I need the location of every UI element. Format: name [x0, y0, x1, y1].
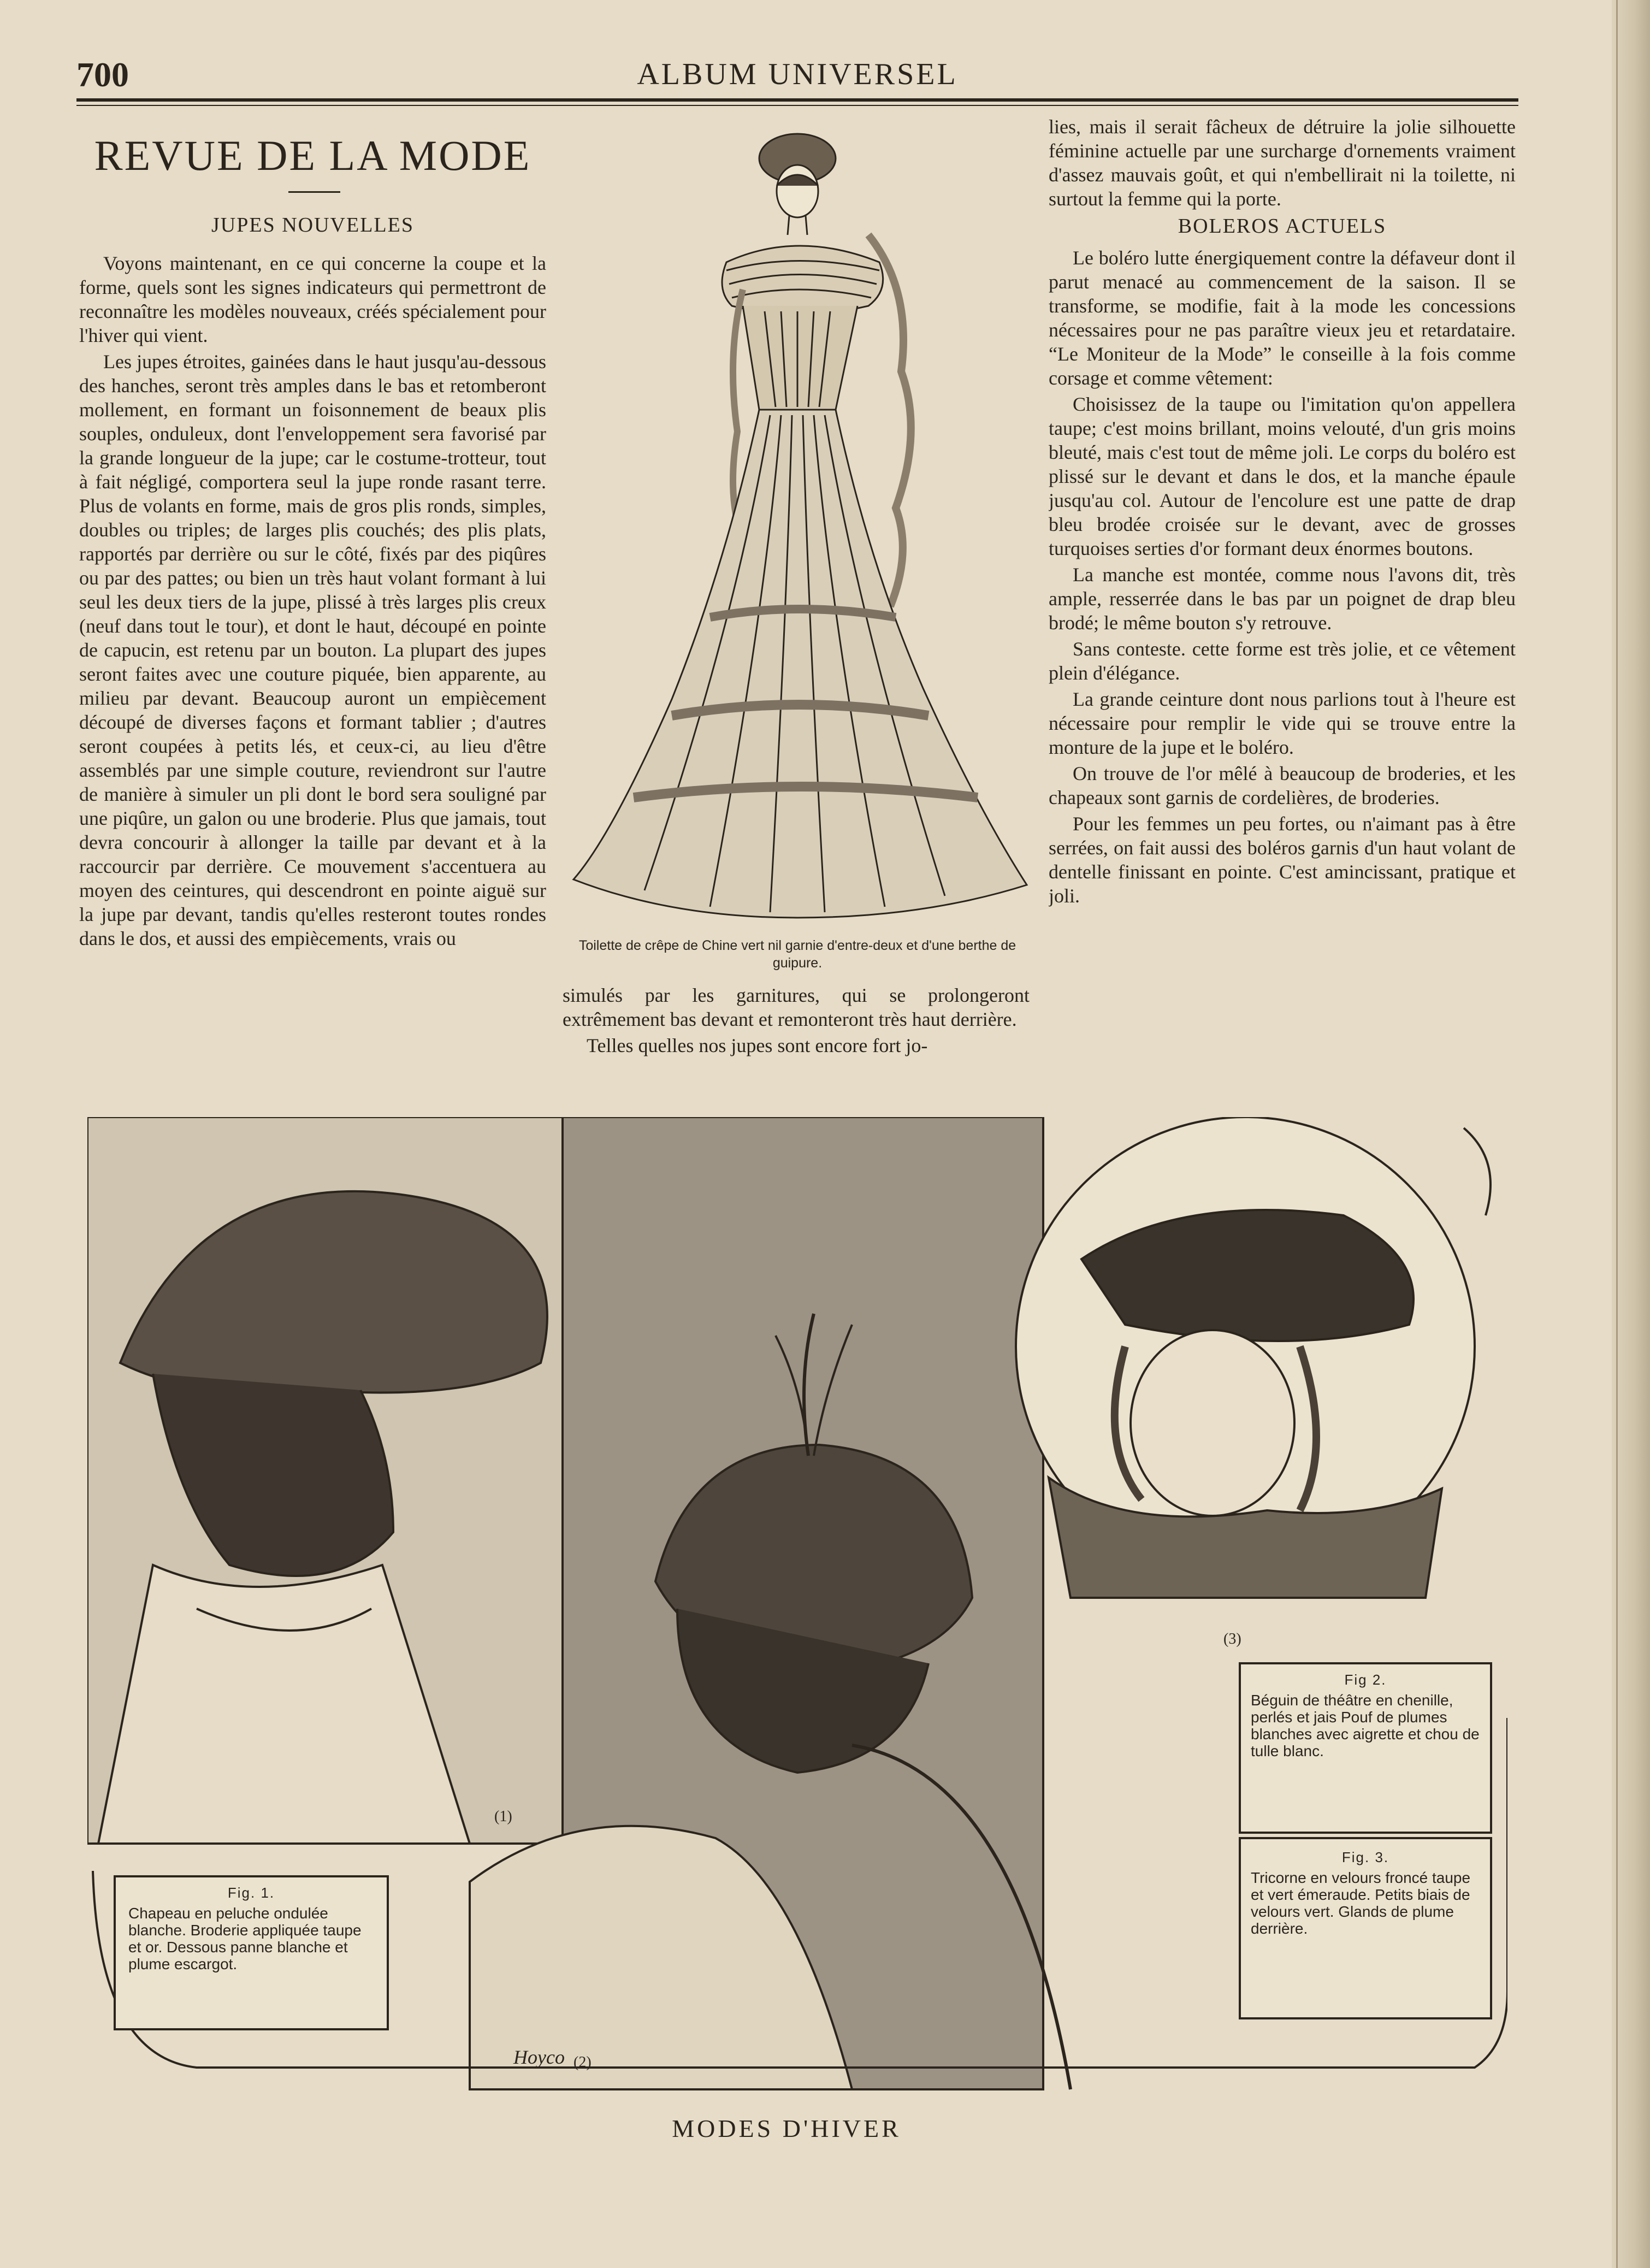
- paragraph: simulés par les garnitures, qui se prolongeront extrêmement bas devant et remonteront très haut derrière.: [563, 984, 1030, 1030]
- figure-number-2: (2): [573, 2054, 592, 2071]
- text-column-1: [79, 251, 546, 1092]
- footer-title: MODES D'HIVER: [672, 2115, 901, 2142]
- paragraph: La manche est montée, comme nous l'avons dit, très ample, resserrée dans le bas par un poignet de drap bleu brodé; le même bouton s'y retrouve.: [1049, 564, 1516, 634]
- figure-number-3: (3): [1223, 1631, 1241, 1647]
- paragraph: Voyons maintenant, en ce qui concerne la coupe et la forme, quels sont les signes indicateurs qui permettront de reconnaître les modèles nouveaux, créés spécialement pour l'hiver qui vient.: [79, 252, 546, 346]
- article-title: REVUE DE LA MODE: [94, 132, 531, 179]
- section-heading-boleros: BOLEROS ACTUELS: [1178, 215, 1387, 238]
- paragraph: Telles quelles nos jupes sont encore fort jo-: [587, 1035, 928, 1056]
- figure-number-1: (1): [494, 1808, 512, 1825]
- title-rule: [288, 191, 340, 193]
- paragraph: La grande ceinture dont nous parlions tout à l'heure est nécessaire pour remplir le vide qui se trouve entre la monture de la jupe et le boléro.: [1049, 688, 1516, 758]
- page-header: [76, 55, 1518, 104]
- paragraph: Les jupes étroites, gainées dans le haut jusqu'au-dessous des hanches, seront très amples dans le bas et retomberont mollement, en formant un foisonnement de beaux plis souples, onduleux, dont l'enveloppement sera favorisé par la grande longueur de la jupe; car le costume-trotteur, tout à fait négligé, comportera seul la jupe ronde rasant terre. Plus de volants en forme, mais de gros plis ronds, simples, doubles ou triples; de larges plis couchés; des plis plats, rapportés par derrière ou sur le côté, fixés par des piqûres ou par des pattes; ou bien un très haut volant formant à lui seul les deux tiers de la jupe, plissé à très larges plis creux (neuf dans tout le tour), et dont le haut, découpé en pointe de capucin, est retenu par un bouton. La plupart des jupes seront faites avec une couture piquée, bien apparente, au milieu par devant. Beaucoup auront un empiècement découpé de diverses façons et formant tablier ; d'autres seront coupées à petits lés, et ceux-ci, au lieu d'être assemblés par une simple couture, reviendront sur l'autre de manière à simuler un pli dont le bord sera souligné par une piqûre, un galon ou une broderie. Plus que jamais, tout devra concourir à allonger la taille par devant et à la raccourcir par derrière. Ce mouvement s'accentuera au moyen des ceintures, qui descendront en pointe aiguë sur la jupe par devant, tandis qu'elles resteront toutes rondes dans le dos, et aussi des empiècements, vrais ou: [79, 351, 546, 949]
- figure-2-label: Fig 2.: [1344, 1672, 1387, 1688]
- paragraph: Pour les femmes un peu fortes, ou n'aimant pas à être serrées, on fait aussi des boléros garnis d'un haut volant de dentelle finissant en pointe. C'est amincissant, pratique et joli.: [1049, 813, 1516, 907]
- figure-1-text: Chapeau en peluche ondulée blanche. Broderie appliquée taupe et or. Dessous panne blanche et plume escargot.: [128, 1905, 362, 1972]
- section-heading-jupes: JUPES NOUVELLES: [211, 214, 414, 237]
- header-rule: [76, 98, 1518, 102]
- text-column-3: [1049, 115, 1516, 1098]
- figure-3-text: Tricorne en velours froncé taupe et vert émeraude. Petits biais de velours vert. Glands de plume derrière.: [1251, 1869, 1471, 1937]
- page-number: 700: [76, 55, 129, 94]
- fashion-plate-caption: Toilette de crêpe de Chine vert nil garnie d'entre-deux et d'une berthe de guipure.: [578, 938, 1016, 971]
- paragraph: Choisissez de la taupe ou l'imitation qu'on appellera taupe; c'est moins brillant, moins velouté, d'un gris moins bleuté, mais c'est tout de même joli. Le corps du boléro est plissé sur le devant et dans le dos, et la manche épaule jusqu'au col. Autour de l'encolure est une patte de drap bleu brodée croisée sur le devant, avec de grosses turquoises serties d'or formant deux énormes boutons.: [1049, 393, 1516, 559]
- figure-1-label: Fig. 1.: [227, 1885, 275, 1901]
- magazine-title: ALBUM UNIVERSEL: [637, 57, 958, 91]
- paragraph: Sans conteste. cette forme est très jolie, et ce vêtement plein d'élégance.: [1049, 638, 1516, 684]
- paragraph: On trouve de l'or mêlé à beaucoup de broderies, et les chapeaux sont garnis de cordelières, de broderies.: [1049, 763, 1516, 808]
- figure-3-caption: [1251, 1849, 1480, 1937]
- figure-2-text: Béguin de théâtre en chenille, perlés et jais Pouf de plumes blanches avec aigrette et chou de tulle blanc.: [1251, 1692, 1480, 1759]
- figure-2-caption: [1251, 1672, 1480, 1759]
- paragraph: Le boléro lutte énergiquement contre la défaveur dont il parut menacé au commencement de la saison. Il se transforme, se modifie, fait à la mode les concessions nécessaires pour ne pas paraître vieux jeu et retardataire. “Le Moniteur de la Mode” le conseille à la fois comme corsage et comme vêtement:: [1049, 247, 1516, 389]
- paragraph: lies, mais il serait fâcheux de détruire la jolie silhouette féminine actuelle par une surcharge d'ornements vraiment d'assez mauvais goût, et qui n'embellirait ni la toilette, ni surtout la femme qui la porte.: [1049, 116, 1516, 210]
- header-rule-thin: [76, 105, 1518, 106]
- figure-1-caption: [128, 1885, 374, 1972]
- fashion-plate-illustration: [563, 126, 1032, 929]
- figure-3-label: Fig. 3.: [1341, 1849, 1389, 1865]
- hats-illustration: [87, 1117, 1507, 2100]
- artist-signature: Hoyco: [513, 2046, 565, 2068]
- text-column-2: [563, 983, 1030, 1092]
- page-edge: [1612, 0, 1650, 2268]
